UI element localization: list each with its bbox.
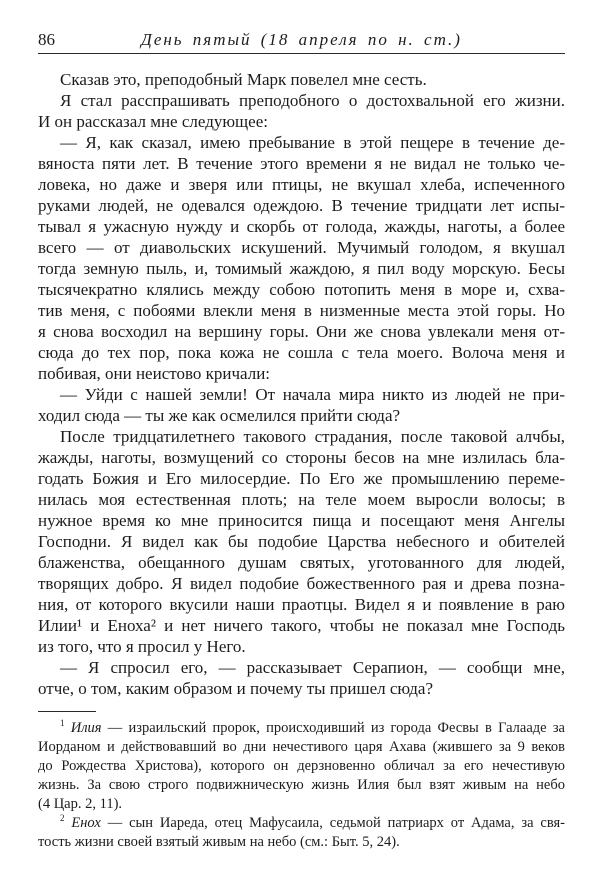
text-line: ловека, но даже и зверя или птицы, не вкушал хлеба, испеченного [38, 175, 565, 194]
text-line: блаженства, обещанного душам святых, уготованного для людей, [38, 553, 565, 572]
text-line: я снова восходил на вершину горы. Они же снова увлекали меня от- [38, 322, 565, 341]
footnote-marker: 2 [60, 813, 65, 824]
running-head [38, 30, 565, 50]
footnote-separator [38, 711, 96, 712]
text-line: всего — от диавольских искушений. Мучимый голодом, я вкушал [38, 238, 565, 257]
header-rule [38, 53, 565, 54]
text-line: тывал я ужасную нужду и скорбь от голода, жажды, наготы, а более [38, 217, 565, 236]
footnote-line: $^2$ Енох — сын Иареда, отец Мафусаила, седьмой патриарх от Адама, за свя- [60, 813, 565, 831]
text-line: тогда земную пыль, и, томимый жаждою, я пил воду морскую. Бесы [38, 259, 565, 278]
text-line: тысячекратно клялись между собою потопить меня в море и, схва- [38, 280, 565, 299]
text-line: нужное время ко мне приносится пища и посещают меня Ангелы [38, 511, 565, 530]
footnote-line: жизнь. За свою строго подвижническую жизнь Илия был взят живым на небо [38, 777, 565, 793]
text-line: Господни. Я видел как бы подобие Царства небесного и обителей [38, 532, 565, 551]
footnote-line: $^1$ Илия — израильский пророк, происходивший из города Фесвы в Галааде за [60, 718, 565, 736]
text-line: годать Божия и Его милосердие. По Его же промышлению переме- [38, 469, 565, 488]
text-line: побивая, они неистово кричали: [38, 364, 271, 383]
text-line: После тридцатилетнего такового страдания, после таковой алчбы, [60, 427, 565, 446]
text-line: Илии¹ и Еноха² и нет ничего такого, чтобы не показал мне Господь [38, 616, 565, 635]
footnote-line: Иорданом и действовавший во дни нечестивого царя Ахава (жившего за 9 веков [38, 739, 565, 755]
page-number: 86 [38, 30, 55, 49]
footnote-term: Илия [64, 720, 108, 736]
text-line: вяноста пяти лет. В течение этого времени я не видал не только че- [38, 154, 565, 173]
text-line: жажды, наготы, возмущений со стороны бесов на мне излилась бла- [38, 448, 565, 467]
text-line: руками людей, не одевался одеждою. В течение тридцати лет испы- [38, 196, 565, 215]
text-line: нилась моя естественная плоть; на теле моем выросли волосы; в [38, 490, 565, 509]
text-line: Я стал расспрашивать преподобного о достохвальной его жизни. [60, 91, 565, 110]
text-line: — Уйди с нашей земли! От начала мира никто из людей не при- [60, 385, 565, 404]
footnote-line: тость жизни своей взятый живым на небо (см.: Быт. 5, 24). [38, 834, 400, 850]
body-text [38, 69, 565, 699]
footnote-marker: 1 [60, 718, 65, 729]
text-line: ния, от которого вкусили наши праотцы. Видел я и появление в раю [38, 595, 565, 614]
text-line: тив меня, с побоями влекли меня в низменные места этой горы. Но [38, 301, 565, 320]
text-line: — Я спросил его, — рассказывает Серапион, — сообщи мне, [60, 658, 565, 677]
footnote-line: до Рождества Христова), которого он дерзновенно обличал за его нечестивую [38, 758, 565, 774]
text-line: И он рассказал мне следующее: [38, 112, 268, 131]
text-line: сюда до тех пор, пока кожа не сошла с тела моего. Волоча меня и [38, 343, 565, 362]
text-line: — Я, как сказал, имею пребывание в этой пещере в течение де- [60, 133, 565, 152]
text-line: из того, что я просил у Него. [38, 637, 246, 656]
text-line: творящих добро. Я видел подобие божественного рая и древа позна- [38, 574, 565, 593]
running-title: День пятый (18 апреля по н. ст.) [141, 30, 462, 49]
text-line: отче, о том, каким образом и почему ты пришел сюда? [38, 679, 433, 698]
footnote-term: Енох [64, 815, 108, 831]
text-line: ходил сюда — ты же как осмелился прийти сюда? [38, 406, 401, 425]
text-line: Сказав это, преподобный Марк повелел мне сесть. [60, 70, 427, 89]
footnote-line: (4 Цар. 2, 11). [38, 796, 123, 812]
text-block [38, 30, 565, 852]
footnotes [38, 711, 565, 852]
footnotes-list [38, 719, 565, 852]
